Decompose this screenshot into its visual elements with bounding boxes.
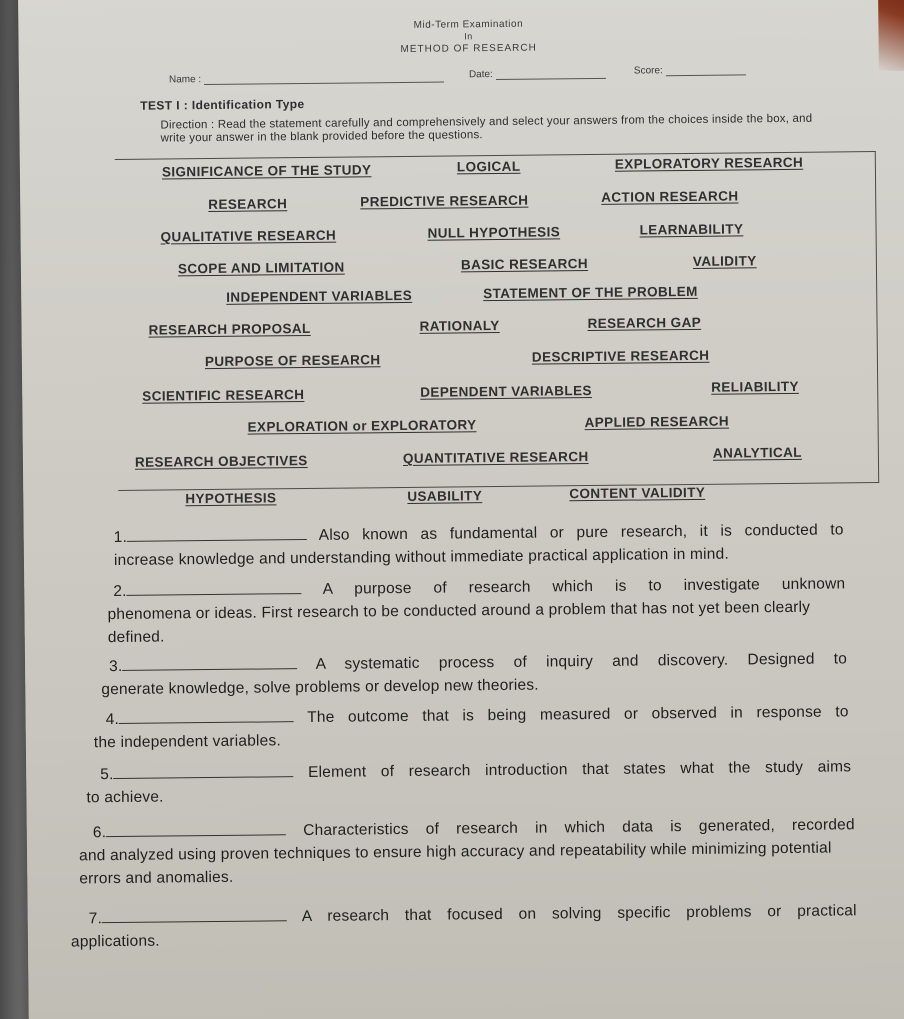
exam-header-subject: METHOD OF RESEARCH xyxy=(400,42,537,55)
question-text-continued: and analyzed using proven techniques to ensure high accuracy and repeatability while minimizing potential errors and anomalies. xyxy=(78,839,832,888)
name-blank xyxy=(204,72,444,86)
answer-blank[interactable] xyxy=(127,591,302,596)
choice-item: SCOPE AND LIMITATION xyxy=(177,259,345,277)
test-direction: Direction : Read the statement carefully and comprehensively and select your answers from the choices inside the box, and write your answer in the blank provided before the questions. xyxy=(160,112,813,145)
choice-item: RATIONALY xyxy=(419,317,500,334)
question-number: 6. xyxy=(92,824,107,842)
answer-blank[interactable] xyxy=(119,719,294,724)
score-label: Score: xyxy=(633,65,663,77)
question-number: 7. xyxy=(88,910,103,928)
question-text: A research that focused on solving specific problems or practical xyxy=(301,902,857,926)
choice-item: LEARNABILITY xyxy=(639,221,744,238)
choice-item: RESEARCH xyxy=(208,196,288,213)
choice-item: HYPOTHESIS xyxy=(185,490,277,507)
name-field xyxy=(169,72,444,86)
choice-item: SCIENTIFIC RESEARCH xyxy=(142,387,305,404)
question-7 xyxy=(71,899,857,953)
choice-item: RELIABILITY xyxy=(711,378,799,395)
question-text-continued: generate knowledge, solve problems or develop new theories. xyxy=(101,676,539,699)
question-5 xyxy=(86,755,851,809)
question-3 xyxy=(101,647,847,701)
choice-item: QUALITATIVE RESEARCH xyxy=(160,227,337,245)
question-number: 4. xyxy=(105,710,120,729)
choice-item: SIGNIFICANCE OF THE STUDY xyxy=(161,162,372,180)
question-number: 1. xyxy=(113,528,128,547)
choice-item: USABILITY xyxy=(407,488,483,504)
choice-item: QUANTITATIVE RESEARCH xyxy=(402,449,589,466)
choice-item: ANALYTICAL xyxy=(712,444,802,461)
test-title: TEST I : Identification Type xyxy=(140,97,305,113)
question-text-continued: applications. xyxy=(70,932,160,951)
question-text-continued: phenomena or ideas. First research to be conducted around a problem that has not yet been clearly defined. xyxy=(107,598,811,647)
choice-item: EXPLORATION or EXPLORATORY xyxy=(247,417,477,435)
answer-blank[interactable] xyxy=(114,774,294,779)
choice-item: RESEARCH GAP xyxy=(587,314,702,332)
answer-blank[interactable] xyxy=(122,666,297,671)
choice-item: NULL HYPOTHESIS xyxy=(427,224,561,241)
question-text-continued: the independent variables. xyxy=(93,732,281,752)
question-number: 3. xyxy=(109,657,123,676)
choice-item: PREDICTIVE RESEARCH xyxy=(360,192,529,210)
choice-item: RESEARCH OBJECTIVES xyxy=(134,452,308,470)
answer-blank[interactable] xyxy=(106,832,286,837)
question-text: A systematic process of inquiry and discovery. Designed to xyxy=(315,650,848,673)
question-text: Characteristics of research in which data is generated, recorded xyxy=(303,816,855,840)
score-blank xyxy=(666,64,746,76)
choice-item: CONTENT VALIDITY xyxy=(569,484,706,502)
choice-item: INDEPENDENT VARIABLES xyxy=(226,287,413,305)
question-text: The outcome that is being measured or observed in response to xyxy=(307,703,849,727)
exam-header-in: In xyxy=(464,31,473,42)
choice-item: STATEMENT OF THE PROBLEM xyxy=(483,283,698,302)
question-4 xyxy=(94,700,849,754)
choice-item: DESCRIPTIVE RESEARCH xyxy=(531,347,710,365)
exam-header-title: Mid-Term Examination xyxy=(413,18,524,31)
question-text-continued: increase knowledge and understanding without immediate practical application in mind. xyxy=(113,545,730,570)
choice-item: ACTION RESEARCH xyxy=(601,188,739,205)
question-text: A purpose of research which is to investigate unknown xyxy=(322,575,846,598)
date-field xyxy=(469,68,606,80)
answer-blank[interactable] xyxy=(102,918,287,923)
question-number: 5. xyxy=(100,766,114,784)
choice-item: APPLIED RESEARCH xyxy=(584,413,730,431)
question-6 xyxy=(79,813,856,890)
choice-item: EXPLORATORY RESEARCH xyxy=(614,154,804,172)
question-text-continued: to achieve. xyxy=(86,788,164,807)
score-field xyxy=(634,64,746,76)
exam-paper xyxy=(18,0,904,1019)
answer-blank[interactable] xyxy=(127,537,307,542)
question-text: Also known as fundamental or pure research, it is conducted to xyxy=(318,521,844,544)
name-label: Name : xyxy=(168,74,202,86)
choice-item: VALIDITY xyxy=(692,253,757,269)
date-blank xyxy=(496,68,606,80)
date-label: Date: xyxy=(468,69,493,81)
choice-item: DEPENDENT VARIABLES xyxy=(420,383,592,400)
question-text: Element of research introduction that states what the study aims xyxy=(307,758,852,782)
choice-item: RESEARCH PROPOSAL xyxy=(148,320,311,338)
choice-item: LOGICAL xyxy=(456,158,521,175)
question-1 xyxy=(114,518,844,572)
question-number: 2. xyxy=(113,582,127,601)
question-2 xyxy=(107,572,846,649)
choice-item: BASIC RESEARCH xyxy=(460,256,589,273)
choice-item: PURPOSE OF RESEARCH xyxy=(204,352,381,370)
